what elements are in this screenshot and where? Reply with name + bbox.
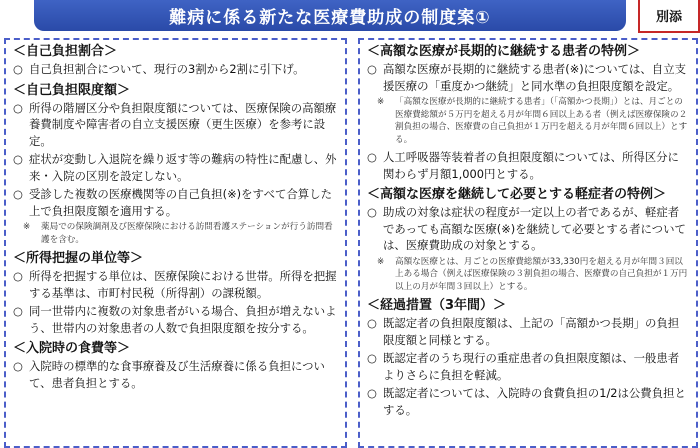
section [367, 186, 690, 293]
section [367, 43, 690, 182]
bullet-item [367, 385, 690, 418]
bullet-text: 入院時の標準的な食事療養及び生活療養に係る負担について、患者負担とする。 [29, 359, 325, 390]
bullet-text: 症状が変動し入退院を繰り返す等の難病の特性に配慮し、外来・入院の区別を設定しない。 [29, 152, 337, 183]
bullet-text: 所得を把握する単位は、医療保険における世帯。所得を把握する基準は、市町村民税（所得割）の課税額。 [29, 269, 337, 300]
bullet-item [13, 100, 339, 150]
footnote-mark: ※ [377, 97, 385, 107]
bullet-mark: ○ [13, 269, 23, 283]
section-title: ＜高額な医療が長期的に継続する患者の特例＞ [367, 44, 641, 59]
section-title: ＜所得把握の単位等＞ [13, 251, 144, 266]
bullet-mark: ○ [13, 304, 23, 318]
bullet-item [13, 186, 339, 219]
footnote-text: 薬局での保険調剤及び医療保険における訪問看護ステーションが行う訪問看護を含む。 [41, 222, 333, 245]
bullet-text: 既認定者の負担限度額は、上記の「高額かつ長期」の負担限度額と同様とする。 [383, 316, 680, 347]
bullet-item [13, 61, 339, 78]
bullet-text: 助成の対象は症状の程度が一定以上の者であるが、軽症者であっても高額な医療(※)を継続して必要とする者については、医療費助成の対象とする。 [383, 205, 686, 252]
bullet-mark: ○ [367, 386, 377, 400]
bullet-item [367, 204, 690, 254]
bullet-item [13, 303, 339, 336]
footnote-text: 高額な医療とは、月ごとの医療費総額が33,330円を超える月が年間３回以上ある場合（例えば医療保険の３割負担の場合、医療費の自己負担が１万円以上の月が年間３回以上）とする。 [395, 256, 688, 292]
bullet-mark: ○ [13, 100, 23, 115]
section [13, 43, 339, 78]
right-panel [358, 38, 698, 448]
bullet-mark: ○ [13, 62, 23, 76]
bullet-text: 自己負担割合について、現行の3割から2割に引下げ。 [29, 62, 305, 76]
bullet-text: 高額な医療が長期的に継続する患者(※)については、自立支援医療の「重度かつ継続」と同水準の負担限度額を設定。 [383, 62, 686, 93]
footnote-text: 「高額な医療が長期的に継続する患者」（「高額かつ長期」）とは、月ごとの医療費総額が５万円を超える月が年間６回以上ある者（例えば医療保険の２割負担の場合、医療費の自己負担が１万円を超える月が年間６回以上）とする。 [395, 97, 688, 145]
section-title: ＜自己負担限度額＞ [13, 82, 131, 98]
footnote [377, 96, 690, 146]
bullet-mark: ○ [13, 152, 23, 166]
footnote-mark: ※ [377, 256, 385, 267]
bullet-text: 人工呼吸器等装着者の負担限度額については、所得区分に関わらず月額1,000円とする。 [383, 150, 679, 181]
bullet-text: 既認定者のうち現行の重症患者の負担限度額は、一般患者よりさらに負担を軽減。 [383, 351, 680, 382]
bullet-text: 既認定者については、入院時の食費負担の1/2は公費負担とする。 [383, 386, 686, 417]
bullet-item [367, 315, 690, 348]
bullet-mark: ○ [367, 205, 377, 219]
bullet-mark: ○ [13, 359, 23, 373]
section [13, 82, 339, 247]
bullet-item [13, 358, 339, 391]
section [13, 340, 339, 391]
footnote [23, 221, 339, 246]
section-title: ＜入院時の食費等＞ [13, 341, 131, 356]
bullet-mark: ○ [367, 316, 377, 330]
bullet-item [13, 268, 339, 301]
bullet-item [13, 151, 339, 184]
bullet-mark: ○ [367, 150, 377, 164]
section [367, 297, 690, 418]
section [13, 250, 339, 336]
bullet-mark: ○ [13, 187, 23, 201]
bullet-mark: ○ [367, 351, 377, 365]
section-title: ＜高額な医療を継続して必要とする軽症者の特例＞ [367, 187, 667, 202]
bullet-text: 受診した複数の医療機関等の自己負担(※)をすべて合算した上で負担限度額を適用する。 [29, 187, 332, 218]
section-title: ＜自己負担割合＞ [13, 44, 118, 59]
bullet-item [367, 149, 690, 182]
bullet-item [367, 350, 690, 383]
footnote-mark: ※ [23, 222, 31, 232]
left-panel [4, 38, 347, 448]
bullet-item [367, 61, 690, 94]
bullet-text: 所得の階層区分や負担限度額については、医療保険の高額療養費制度や障害者の自立支援医療（更生医療）を参考に設定。 [29, 100, 337, 148]
bullet-text: 同一世帯内に複数の対象患者がいる場合、負担が増えないよう、世帯内の対象患者の人数で負担限度額を按分する。 [29, 304, 337, 335]
footnote [377, 256, 690, 294]
bullet-mark: ○ [367, 62, 377, 76]
section-title: ＜経過措置（3年間）＞ [367, 298, 507, 313]
annex-label: 別添 [638, 0, 700, 33]
page-title: 難病に係る新たな医療費助成の制度案① [34, 0, 626, 31]
